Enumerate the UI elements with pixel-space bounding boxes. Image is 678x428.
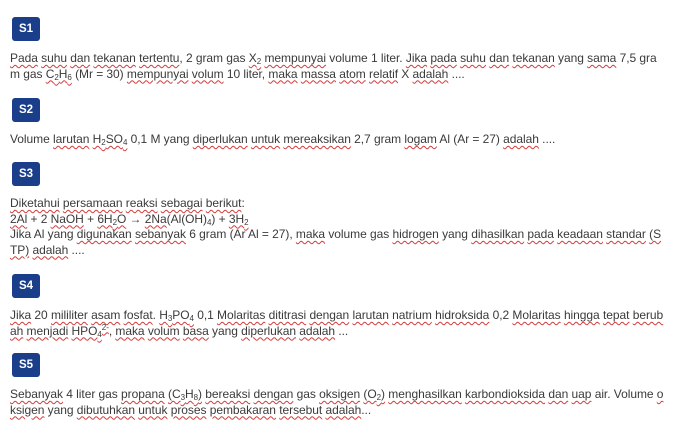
text-run: 20 bbox=[31, 308, 51, 322]
misspelled-word: reaksi bbox=[125, 196, 158, 210]
misspelled-word: larutan bbox=[352, 308, 389, 322]
misspelled-word: 4 bbox=[97, 329, 102, 339]
question-number-badge: S2 bbox=[12, 98, 40, 122]
misspelled-word: volum bbox=[191, 66, 224, 81]
misspelled-word: Pada bbox=[10, 51, 38, 65]
misspelled-word: 2 bbox=[112, 217, 117, 227]
misspelled-word: adalah bbox=[299, 323, 336, 338]
misspelled-word: untuk bbox=[250, 132, 281, 146]
text-run: 7,5 gram gas bbox=[10, 51, 657, 81]
misspelled-word: volum bbox=[147, 323, 180, 338]
misspelled-word: (O bbox=[363, 387, 377, 401]
misspelled-word: tekanan bbox=[93, 51, 136, 65]
misspelled-word: fosfat bbox=[123, 308, 153, 322]
misspelled-word: keadaan bbox=[557, 227, 603, 241]
text-run: 4 bbox=[206, 217, 212, 227]
misspelled-word: sama bbox=[587, 51, 617, 65]
misspelled-word: 2 bbox=[244, 217, 249, 227]
text-run: .... bbox=[448, 66, 465, 81]
misspelled-word: dan bbox=[70, 51, 91, 65]
misspelled-word: propana bbox=[121, 387, 165, 401]
misspelled-word: logam bbox=[404, 132, 437, 146]
misspelled-word: H bbox=[159, 308, 168, 322]
question-number-badge: S4 bbox=[12, 274, 40, 298]
text-run: 6 gram (Ar Al = 27), bbox=[185, 227, 296, 241]
misspelled-word: NaOH bbox=[50, 211, 84, 226]
misspelled-word: asam bbox=[91, 308, 121, 322]
misspelled-word: uap bbox=[571, 387, 592, 401]
misspelled-word: pembakaran bbox=[209, 402, 276, 417]
misspelled-word: Jika bbox=[405, 51, 428, 65]
misspelled-word: digunakan bbox=[76, 227, 132, 241]
misspelled-word: C bbox=[45, 66, 55, 81]
question-number-badge: S5 bbox=[12, 353, 40, 377]
misspelled-word: Jika bbox=[10, 308, 32, 322]
misspelled-word: bereaksi bbox=[205, 387, 251, 401]
misspelled-word: 2Na bbox=[144, 211, 167, 226]
question-text bbox=[10, 132, 666, 148]
text-run: . bbox=[152, 308, 160, 322]
misspelled-word: basa bbox=[182, 323, 209, 338]
misspelled-word: ) bbox=[198, 387, 202, 401]
text-run: yang bbox=[208, 323, 242, 338]
misspelled-word: Diketahui bbox=[10, 196, 60, 210]
misspelled-word: karbondioksida bbox=[465, 387, 546, 401]
misspelled-word: adalah bbox=[412, 66, 449, 81]
text-run: ... bbox=[361, 402, 372, 417]
misspelled-word: dengan bbox=[253, 387, 294, 401]
question-text bbox=[10, 308, 666, 339]
misspelled-word: ) bbox=[381, 387, 385, 401]
misspelled-word: H bbox=[92, 132, 102, 146]
text-run: (Al(OH) bbox=[166, 211, 207, 226]
misspelled-word: atom bbox=[339, 66, 366, 81]
misspelled-word: mililiter bbox=[50, 308, 88, 322]
misspelled-word: SO bbox=[105, 132, 123, 146]
text-run: X bbox=[398, 66, 413, 81]
question-block-s4 bbox=[10, 274, 666, 339]
misspelled-word: 2Al bbox=[10, 211, 28, 226]
text-run: yang bbox=[554, 51, 588, 65]
misspelled-word: 2 bbox=[54, 72, 59, 82]
misspelled-word: dengan bbox=[309, 308, 350, 322]
text-run: volume gas bbox=[325, 227, 393, 241]
question-text bbox=[10, 51, 666, 82]
misspelled-word: 4 bbox=[122, 138, 128, 147]
misspelled-word: 2 bbox=[256, 57, 262, 66]
misspelled-word: tepat bbox=[602, 308, 630, 322]
misspelled-word: adalah bbox=[503, 132, 539, 146]
misspelled-word: (STP) bbox=[10, 227, 662, 257]
misspelled-word: pada bbox=[430, 51, 457, 65]
question-block-s2 bbox=[10, 98, 666, 148]
misspelled-word: X bbox=[248, 51, 257, 65]
misspelled-word: menjadi bbox=[26, 323, 69, 338]
misspelled-word: persamaan bbox=[62, 196, 123, 210]
misspelled-word: (C bbox=[168, 387, 181, 401]
text-run: .... bbox=[68, 242, 85, 257]
question-number-badge: S3 bbox=[12, 162, 40, 186]
text-run: ) + bbox=[211, 211, 229, 226]
misspelled-word: maka bbox=[268, 66, 298, 81]
misspelled-word: suhu bbox=[41, 51, 67, 65]
text-run: Volume bbox=[10, 132, 54, 146]
misspelled-word: diperlukan bbox=[241, 323, 296, 338]
misspelled-word: dihasilkan bbox=[471, 227, 525, 241]
misspelled-word: H bbox=[58, 66, 68, 81]
text-run: + bbox=[83, 211, 98, 226]
misspelled-word: Molaritas bbox=[512, 308, 561, 322]
misspelled-word: H bbox=[185, 387, 194, 401]
text-run: Jika Al yang bbox=[10, 227, 77, 241]
misspelled-word: diperlukan bbox=[192, 132, 248, 146]
text-run: , 2 gram gas bbox=[179, 51, 249, 65]
text-run: → bbox=[126, 211, 145, 226]
question-number-badge: S1 bbox=[12, 17, 40, 41]
misspelled-word: hingga bbox=[563, 308, 600, 322]
misspelled-word: tertentu bbox=[139, 51, 180, 65]
text-run: yang bbox=[44, 402, 77, 417]
misspelled-word: standar bbox=[606, 227, 646, 241]
misspelled-word: 3 bbox=[180, 393, 185, 402]
misspelled-word: tekanan bbox=[512, 51, 555, 65]
misspelled-word: HPO bbox=[71, 323, 98, 338]
misspelled-word: tersebut bbox=[279, 402, 323, 417]
misspelled-word: adalah bbox=[32, 242, 69, 257]
misspelled-word: oksigen bbox=[10, 387, 664, 417]
misspelled-word: Sebanyak bbox=[10, 387, 63, 401]
misspelled-word: 3 bbox=[167, 314, 173, 323]
text-run: 2,7 gram bbox=[350, 132, 405, 146]
misspelled-word: maka bbox=[115, 323, 145, 338]
misspelled-word: hidroksida bbox=[435, 308, 490, 322]
misspelled-word: berubah bbox=[10, 308, 664, 338]
question-block-s1 bbox=[10, 17, 666, 82]
misspelled-word: PO bbox=[172, 308, 190, 322]
misspelled-word: natrium bbox=[392, 308, 432, 322]
question-block-s5 bbox=[10, 353, 666, 418]
question-text bbox=[10, 387, 666, 418]
text-run: gas bbox=[293, 387, 320, 401]
misspelled-word: Molaritas bbox=[217, 308, 266, 322]
text-run: ... bbox=[335, 323, 349, 338]
misspelled-word: 6 bbox=[67, 72, 72, 82]
misspelled-word: oksigen bbox=[319, 387, 361, 401]
misspelled-word: larutan bbox=[53, 132, 90, 146]
misspelled-word: menghasilkan bbox=[388, 387, 462, 401]
misspelled-word: proses bbox=[170, 402, 207, 417]
text-run: 0,1 bbox=[193, 308, 218, 322]
text-run: 0,2 bbox=[489, 308, 513, 322]
misspelled-word: O bbox=[116, 211, 127, 226]
misspelled-word: 3H bbox=[228, 211, 245, 226]
misspelled-word: dibutuhkan bbox=[76, 402, 135, 417]
misspelled-word: dan bbox=[548, 387, 569, 401]
text-run: : bbox=[241, 196, 245, 210]
misspelled-word: sebanyak bbox=[134, 227, 186, 241]
misspelled-word: 2 bbox=[101, 138, 106, 147]
misspelled-word: maka bbox=[295, 227, 326, 241]
misspelled-word: mempunyai bbox=[126, 66, 189, 81]
text-run: (Mr = 30) bbox=[71, 66, 127, 81]
text-run: yang bbox=[438, 227, 472, 241]
text-run: + 2 bbox=[27, 211, 51, 226]
misspelled-word: 4 bbox=[189, 314, 194, 323]
question-block-s3 bbox=[10, 162, 666, 258]
misspelled-word: adalah bbox=[325, 402, 362, 417]
question-text bbox=[10, 196, 666, 258]
misspelled-word: 2- bbox=[101, 322, 109, 332]
text-run: 0,1 M yang bbox=[127, 132, 193, 146]
misspelled-word: 8 bbox=[193, 393, 199, 402]
text-run: air. Volume bbox=[591, 387, 657, 401]
misspelled-word: untuk bbox=[138, 402, 168, 417]
text-run: 4 liter gas bbox=[62, 387, 122, 401]
misspelled-word: mempunyai bbox=[264, 51, 327, 65]
misspelled-word: berikut bbox=[205, 196, 242, 210]
misspelled-word: 6H bbox=[97, 211, 113, 226]
misspelled-word: relatif bbox=[369, 66, 399, 81]
text-run: volume 1 liter. bbox=[326, 51, 406, 65]
misspelled-word: suhu bbox=[460, 51, 486, 65]
misspelled-word: dan bbox=[489, 51, 510, 65]
misspelled-word: sebagai bbox=[160, 196, 203, 210]
text-run: Al (Ar = 27) bbox=[436, 132, 504, 146]
text-run: 10 liter, bbox=[223, 66, 269, 81]
misspelled-word: massa bbox=[300, 66, 336, 81]
misspelled-word: pada bbox=[527, 227, 554, 241]
misspelled-word: 2 bbox=[376, 393, 382, 402]
text-run: .... bbox=[538, 132, 556, 146]
misspelled-word: hidrogen bbox=[392, 227, 439, 241]
misspelled-word: mereaksikan bbox=[283, 132, 351, 146]
misspelled-word: dititrasi bbox=[268, 308, 307, 322]
text-run: , bbox=[108, 323, 116, 338]
